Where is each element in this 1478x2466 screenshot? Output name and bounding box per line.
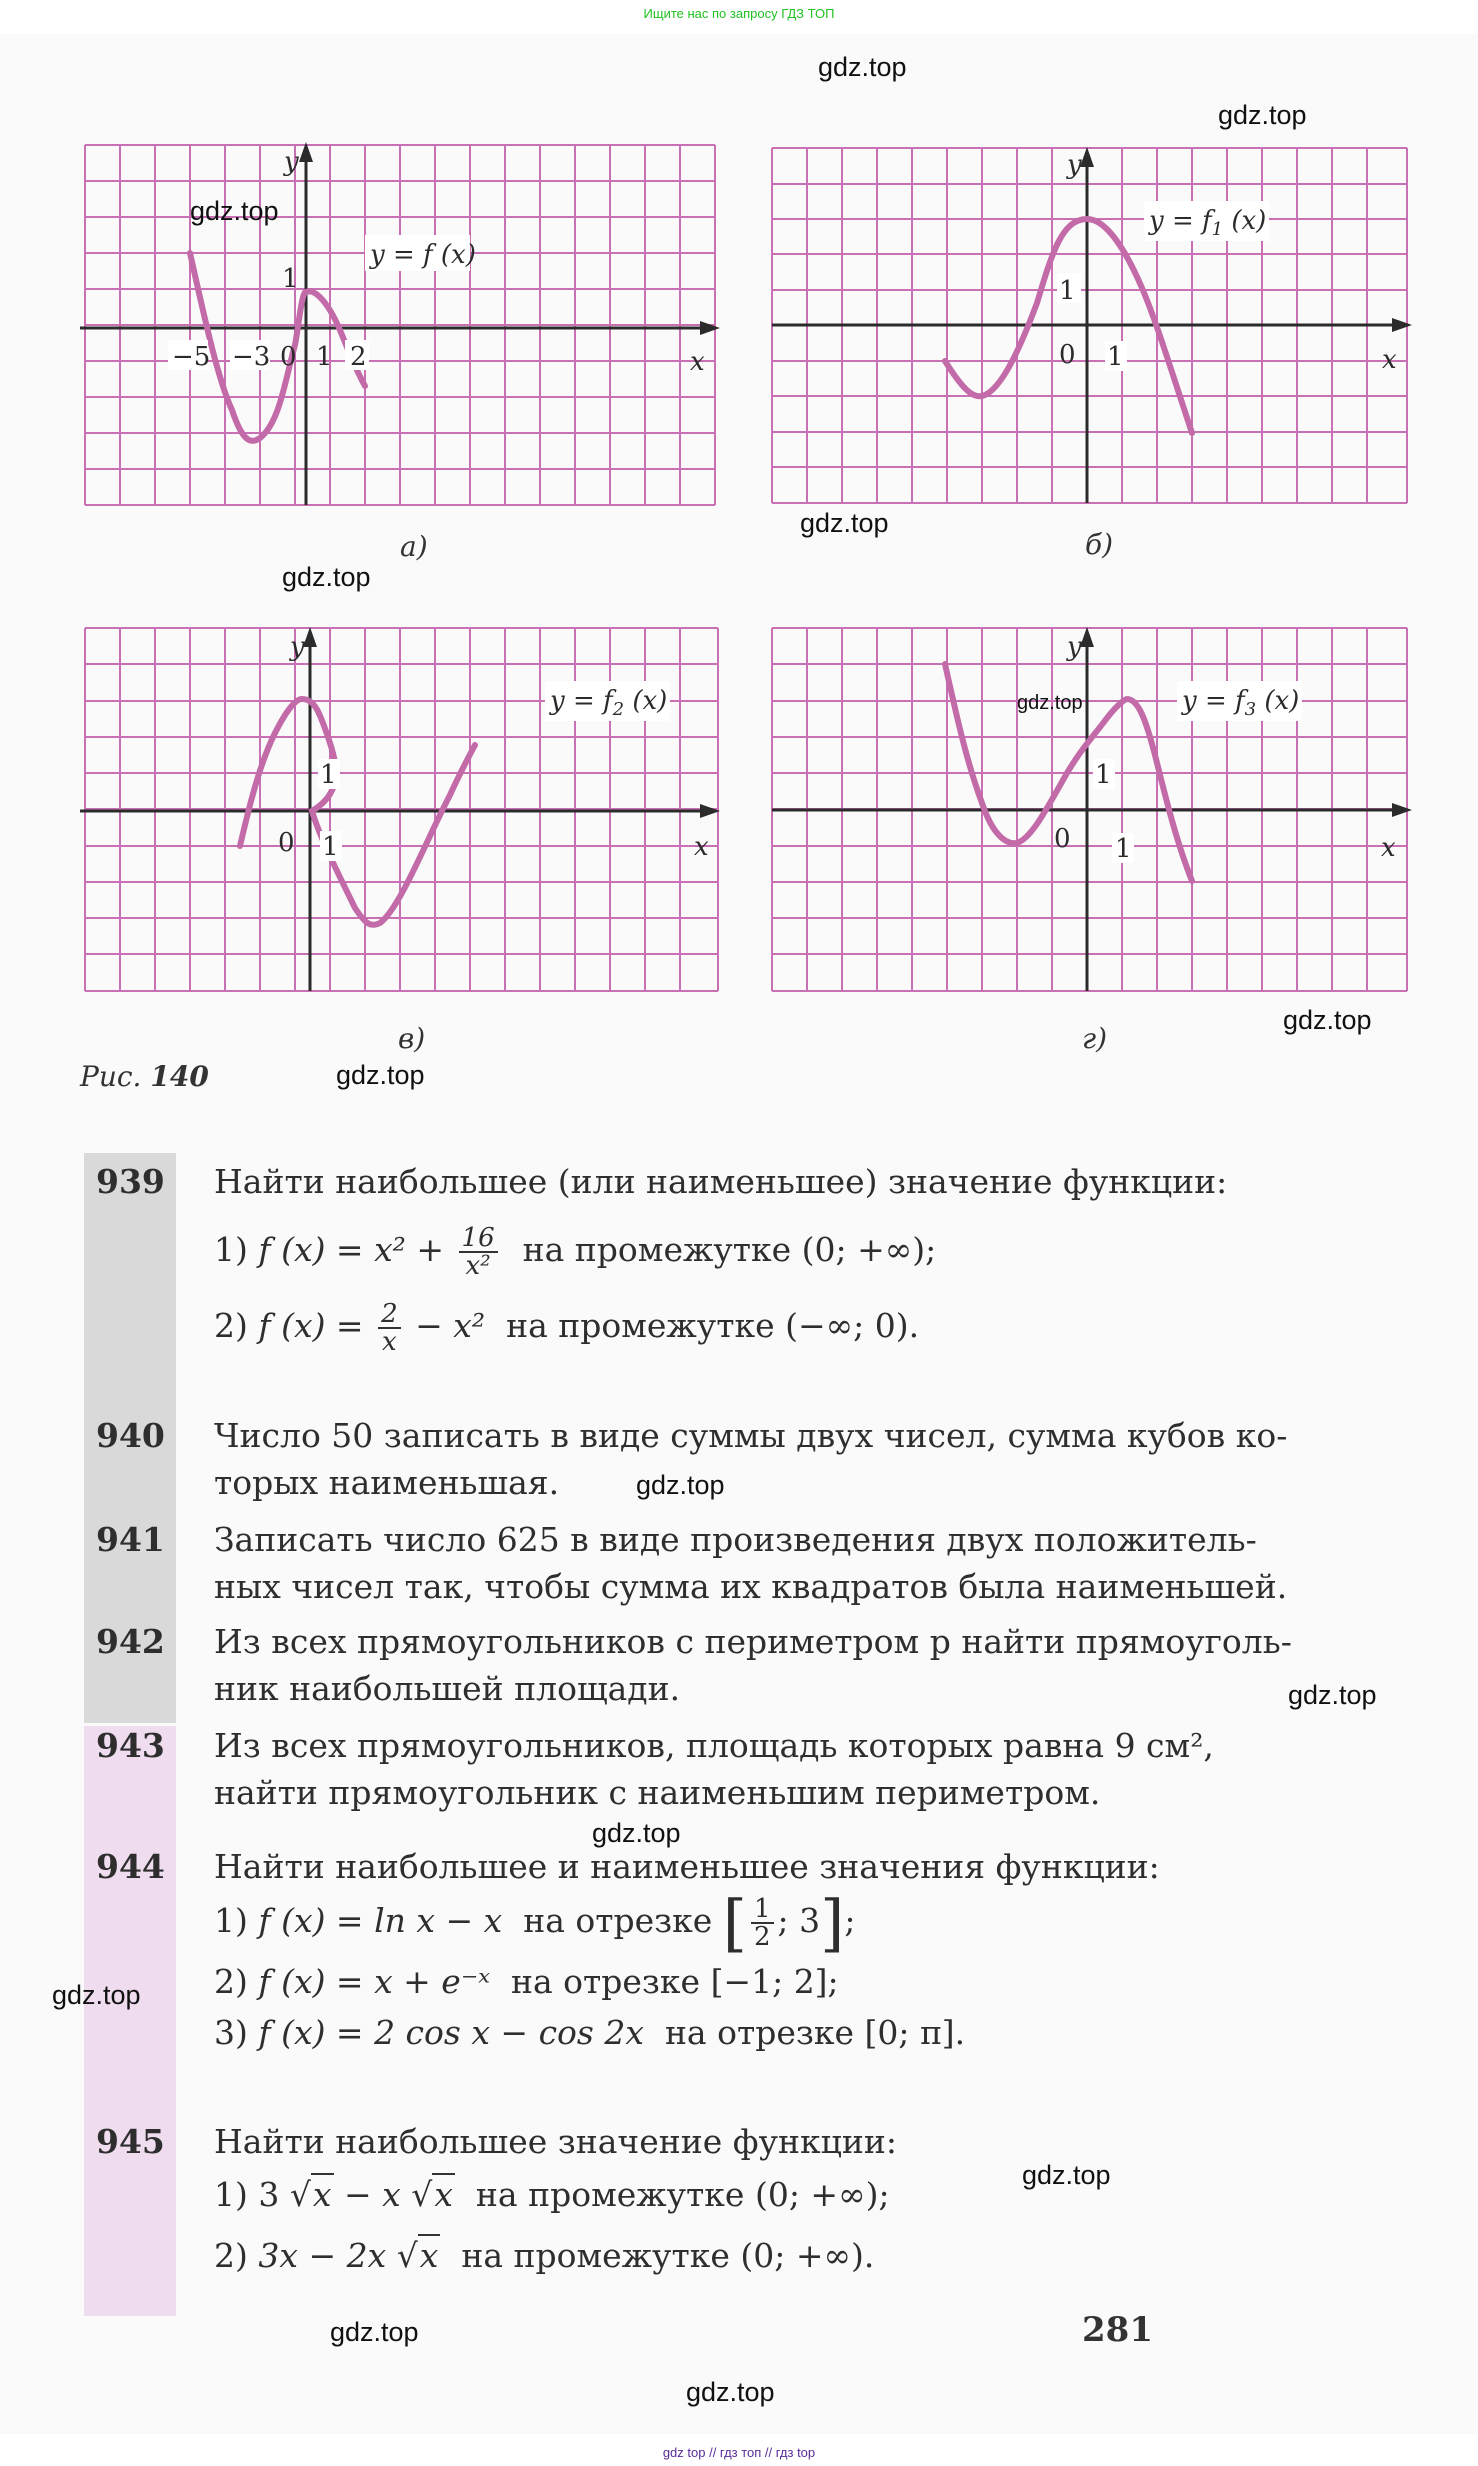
interval: (0; +∞); (754, 2175, 890, 2214)
radicand: x (434, 2175, 453, 2214)
figure-label (80, 1060, 209, 1093)
svg-text:1: 1 (1095, 760, 1112, 790)
watermark: gdz.top (336, 1060, 425, 1090)
task-line: Из всех прямоугольников, площадь которых равна 9 см², (214, 1726, 1214, 1765)
svg-text:y = f (x): y = f (x) (370, 240, 476, 270)
chart-d-caption: г) (1082, 1022, 1108, 1055)
fraction-denominator: 2 (754, 1922, 771, 1952)
watermark: gdz.top (330, 2317, 419, 2347)
item-label: 1) (214, 2175, 248, 2214)
fraction-denominator: x (382, 1327, 397, 1357)
watermark: gdz.top (636, 1470, 725, 1500)
watermark: gdz.top (1288, 1680, 1377, 1710)
grid (85, 145, 715, 505)
task-line: ник наибольшей площади. (214, 1669, 681, 1708)
chart-d-svg (767, 623, 1417, 998)
item-expression: f (x) = 2 cos x − cos 2x (258, 2013, 644, 2052)
task-line: Из всех прямоугольников с периметром p найти прямоуголь- (214, 1622, 1292, 1661)
task-body (214, 1722, 1478, 1816)
svg-text:2: 2 (350, 342, 367, 372)
task-body (214, 1516, 1478, 1610)
task-item (214, 1958, 1478, 2005)
chart-a-svg (80, 140, 720, 510)
interval: [−1; 2]; (710, 1962, 839, 2001)
item-label: 3) (214, 2013, 248, 2052)
chart-d (767, 623, 1417, 998)
watermark: gdz.top (52, 1980, 141, 2010)
task-item (214, 1301, 1478, 1355)
svg-text:1: 1 (1115, 834, 1132, 864)
fraction (378, 1301, 401, 1355)
svg-text:1: 1 (322, 832, 339, 862)
top-banner: Ищите нас по запросу ГДЗ ТОП (643, 6, 835, 21)
item-expression-rest: − x² (404, 1306, 486, 1345)
item-label: 2) (214, 1306, 248, 1345)
task-item (214, 1886, 1478, 1960)
svg-text:y = f3 (x): $y = f_3$ (x) (1182, 686, 1300, 720)
task-number: 943 (96, 1726, 165, 1765)
chart-c-caption: в) (398, 1022, 426, 1055)
task-body (214, 1158, 1478, 1355)
item-label: 2) (214, 2236, 248, 2275)
task-line: торых наименьшая. (214, 1463, 560, 1502)
watermark: gdz.top (686, 2377, 775, 2407)
axes (772, 147, 1412, 503)
interval-word: на отрезке (664, 2013, 855, 2052)
chart-a (80, 140, 720, 510)
svg-text:y = f2 (x): $y = f_2$ (x) (550, 686, 668, 720)
task-line: Записать число 625 в виде произведения двух положитель- (214, 1520, 1257, 1559)
interval-word: на промежутке (475, 2175, 745, 2214)
interval-word: на отрезке (510, 1962, 701, 2001)
svg-text:x: x (1382, 345, 1397, 375)
task-body (214, 1843, 1478, 2056)
item-label: 1) (214, 1230, 248, 1269)
chart-a-caption: а) (400, 530, 428, 563)
task-body (214, 1412, 1478, 1506)
item-expression: f (x) = x + e⁻ˣ (258, 1962, 490, 2001)
interval-word: на промежутке (461, 2236, 730, 2275)
svg-text:y: y (1067, 632, 1082, 662)
task-item (214, 2232, 1478, 2279)
interval-word: на промежутке (506, 1306, 775, 1345)
margin-strip-pink (84, 1726, 176, 2316)
sqrt: √x (411, 2175, 453, 2214)
tick-labels (1054, 632, 1396, 864)
svg-text:0: 0 (1054, 824, 1071, 854)
svg-text:1: 1 (320, 760, 337, 790)
watermark: gdz.top (282, 562, 371, 592)
item-expression: f (x) = x² + (258, 1230, 455, 1269)
task-item (214, 1225, 1478, 1279)
svg-text:1: 1 (282, 264, 299, 294)
task-number: 944 (96, 1847, 165, 1886)
item-expression: f (x) = ln x − x (258, 1901, 503, 1940)
svg-text:0: 0 (278, 828, 295, 858)
bracket-open: [ (722, 1886, 747, 1960)
fraction (459, 1225, 498, 1279)
watermark: gdz.top (592, 1818, 681, 1848)
svg-text:y: y (290, 632, 305, 662)
task-number: 942 (96, 1622, 165, 1661)
task-text: Найти наибольшее значение функции: (214, 2122, 897, 2161)
fraction-denominator: x² (465, 1251, 491, 1281)
task-item (214, 2009, 1478, 2056)
task-text: Найти наибольшее (или наименьшее) значение функции: (214, 1162, 1228, 1201)
footer-links[interactable]: gdz top // гдз топ // гдз top (662, 2445, 816, 2460)
curve-f (190, 253, 365, 441)
page-number: 281 (1082, 2310, 1153, 2350)
task-item (214, 2171, 1478, 2218)
chart-b (767, 143, 1417, 513)
watermark: gdz.top (818, 52, 907, 82)
task-number: 945 (96, 2122, 165, 2161)
task-line: найти прямоугольник с наименьшим периметром. (214, 1773, 1101, 1812)
fraction-numerator: 16 (459, 1225, 498, 1253)
svg-text:1: 1 (1107, 342, 1124, 372)
svg-text:0: 0 (280, 342, 297, 372)
svg-text:y = f1 (x): $y = f_1$ (x) (1149, 206, 1267, 240)
item-expression-rest: − x (333, 2175, 401, 2214)
chart-c (80, 623, 725, 998)
chart-c-svg (80, 623, 725, 998)
task-body (214, 2118, 1478, 2279)
item-expression: 3x − 2x (258, 2236, 387, 2275)
watermark: gdz.top (800, 508, 889, 538)
chart-b-caption: б) (1085, 528, 1114, 561)
item-label: 2) (214, 1962, 248, 2001)
item-expression: f (x) = (258, 1306, 375, 1345)
chart-b-svg (767, 143, 1417, 513)
radicand: x (312, 2175, 332, 2214)
fraction-numerator: 2 (378, 1301, 401, 1329)
svg-text:y: y (1067, 150, 1082, 180)
interval: (0; +∞). (740, 2236, 875, 2275)
sqrt: √x (396, 2236, 439, 2275)
interval: [0; π]. (864, 2013, 966, 2052)
interval-word: на отрезке (523, 1901, 713, 1940)
svg-text:1: 1 (316, 342, 333, 372)
interval: (0; +∞); (801, 1230, 937, 1269)
axes (772, 627, 1412, 991)
svg-text:−5: −5 (172, 342, 211, 372)
interval-tail: ; (844, 1901, 856, 1940)
svg-text:x: x (1381, 833, 1396, 863)
task-text: Найти наибольшее и наименьшее значения функции: (214, 1847, 1160, 1886)
figure-label-prefix: Рис. (80, 1060, 142, 1093)
interval: (−∞; 0). (785, 1306, 920, 1345)
interval-word: на промежутке (522, 1230, 792, 1269)
item-label: 1) (214, 1901, 248, 1940)
bracket-close: ] (820, 1886, 845, 1960)
task-line: ных чисел так, чтобы сумма их квадратов была наименьшей. (214, 1567, 1288, 1606)
task-number: 939 (96, 1162, 165, 1201)
fraction (751, 1896, 774, 1950)
svg-text:0: 0 (1059, 340, 1076, 370)
svg-text:x: x (690, 347, 705, 377)
watermark: gdz.top (1218, 100, 1307, 130)
task-line: Число 50 записать в виде суммы двух чисел, сумма кубов ко- (214, 1416, 1288, 1455)
svg-text:−3: −3 (232, 342, 271, 372)
watermark: gdz.top (1022, 2160, 1111, 2190)
task-number: 940 (96, 1416, 165, 1455)
watermark: gdz.top (1017, 692, 1083, 714)
task-number: 941 (96, 1520, 165, 1559)
radicand: x (419, 2236, 439, 2275)
svg-text:1: 1 (1059, 276, 1076, 306)
sqrt: √x (289, 2175, 332, 2214)
figure-label-number: 140 (150, 1060, 209, 1093)
svg-text:y: y (284, 147, 299, 177)
watermark: gdz.top (1283, 1005, 1372, 1035)
watermark: gdz.top (190, 196, 279, 226)
interval-rest: ; 3 (777, 1901, 821, 1940)
item-expression: 3 (258, 2175, 280, 2214)
svg-text:x: x (694, 832, 709, 862)
fraction-numerator: 1 (751, 1896, 774, 1924)
